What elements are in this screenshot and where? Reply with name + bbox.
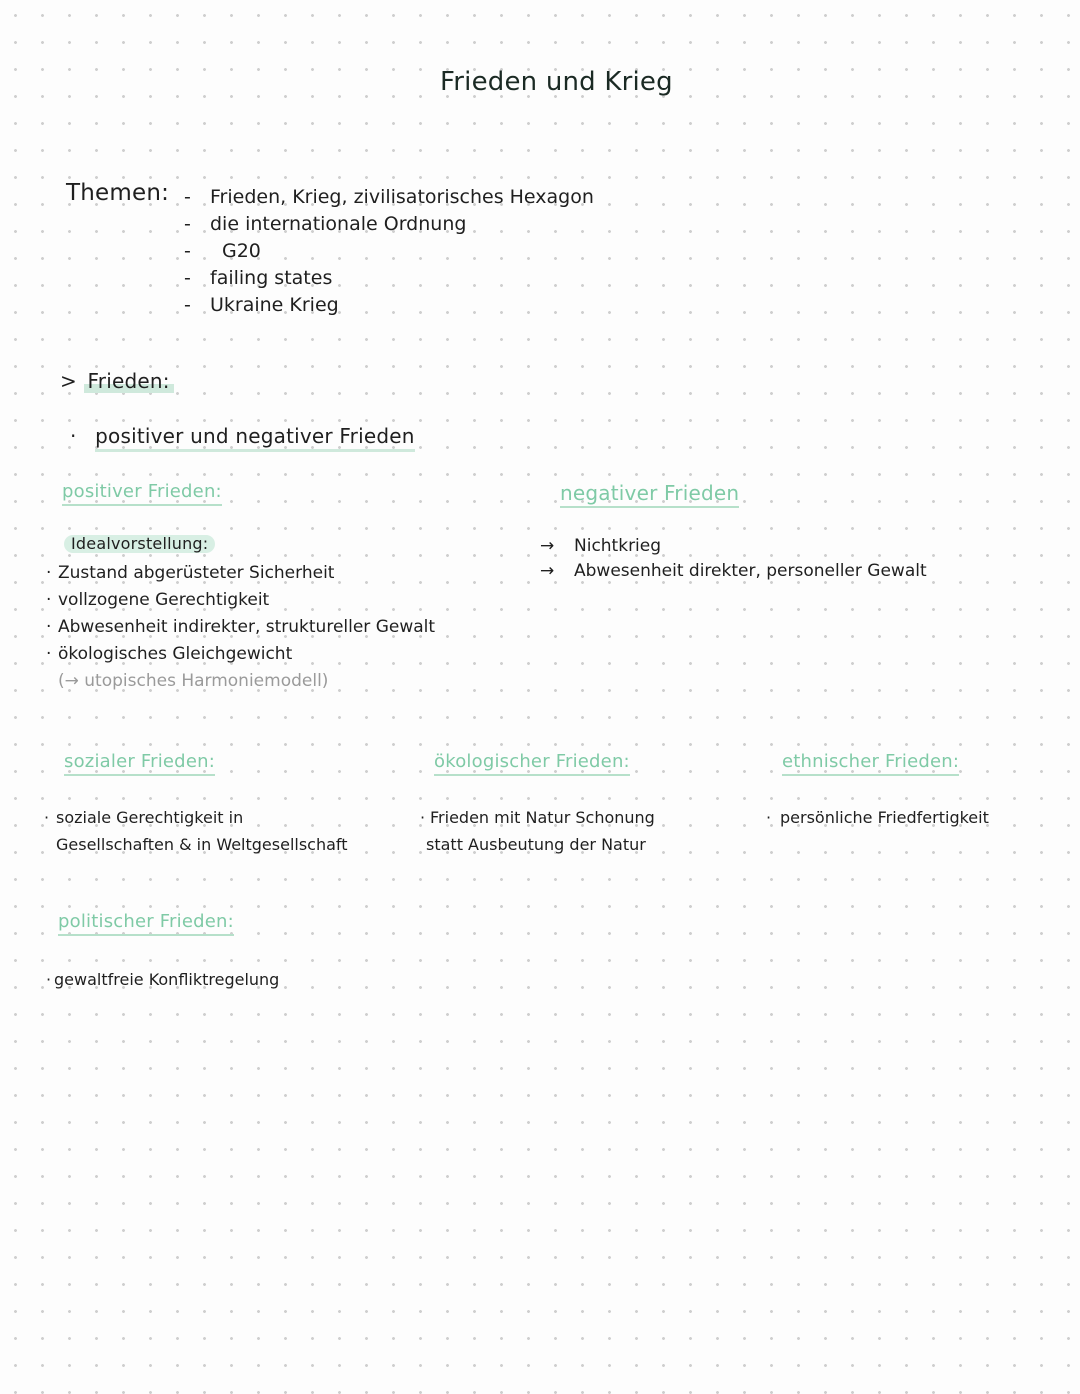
negativer-heading: negativer Frieden (560, 482, 739, 508)
negativer-list (540, 534, 927, 584)
list-item (46, 668, 435, 695)
oekologischer-heading: ökologischer Frieden: (434, 752, 630, 776)
list-item: → Nichtkrieg (540, 534, 927, 559)
section-marker: > (60, 369, 77, 393)
list-item: - G20 (184, 240, 261, 262)
politischer-text: · gewaltfreie Konfliktregelung (46, 970, 280, 989)
oekologischer-text: · Frieden mit Natur Schonung statt Ausbeutung der Natur (420, 808, 655, 854)
ethnischer-text: · persönliche Friedfertigkeit (766, 808, 989, 827)
politischer-heading: politischer Frieden: (58, 912, 234, 936)
list-item: - Ukraine Krieg (184, 294, 339, 316)
positiver-list (46, 560, 435, 695)
list-item: - Frieden, Krieg, zivilisatorisches Hexagon (184, 186, 594, 208)
subtopic-bullet: · (70, 424, 77, 448)
section-heading (60, 370, 174, 393)
list-item: · Abwesenheit indirekter, struktureller Gewalt (46, 617, 436, 637)
ethnischer-heading: ethnischer Frieden: (782, 752, 959, 776)
list-item: - failing states (184, 267, 333, 289)
page-title: Frieden und Krieg (440, 67, 673, 97)
themen-label: Themen: (66, 180, 170, 206)
subtopic (70, 425, 415, 448)
sozialer-text: · soziale Gerechtigkeit in Gesellschaften & in Weltgesellschaft (44, 808, 348, 854)
section-heading-text: Frieden: (84, 369, 174, 393)
sozialer-heading: sozialer Frieden: (64, 752, 215, 776)
list-item: · Zustand abgerüsteter Sicherheit (46, 563, 335, 583)
subtopic-text: positiver und negativer Frieden (95, 424, 415, 452)
positiver-note: (→ utopisches Harmoniemodell) (58, 671, 329, 691)
arrow-icon: → (540, 536, 555, 556)
arrow-icon: → (540, 561, 555, 581)
idealvorstellung-label: Idealvorstellung: (64, 535, 215, 553)
themen-list (184, 184, 594, 319)
list-item: - die internationale Ordnung (184, 213, 467, 235)
list-item: · vollzogene Gerechtigkeit (46, 590, 270, 610)
positiver-heading: positiver Frieden: (62, 482, 222, 506)
list-item: · ökologisches Gleichgewicht (46, 644, 293, 664)
list-item: → Abwesenheit direkter, personeller Gewalt (540, 559, 927, 584)
